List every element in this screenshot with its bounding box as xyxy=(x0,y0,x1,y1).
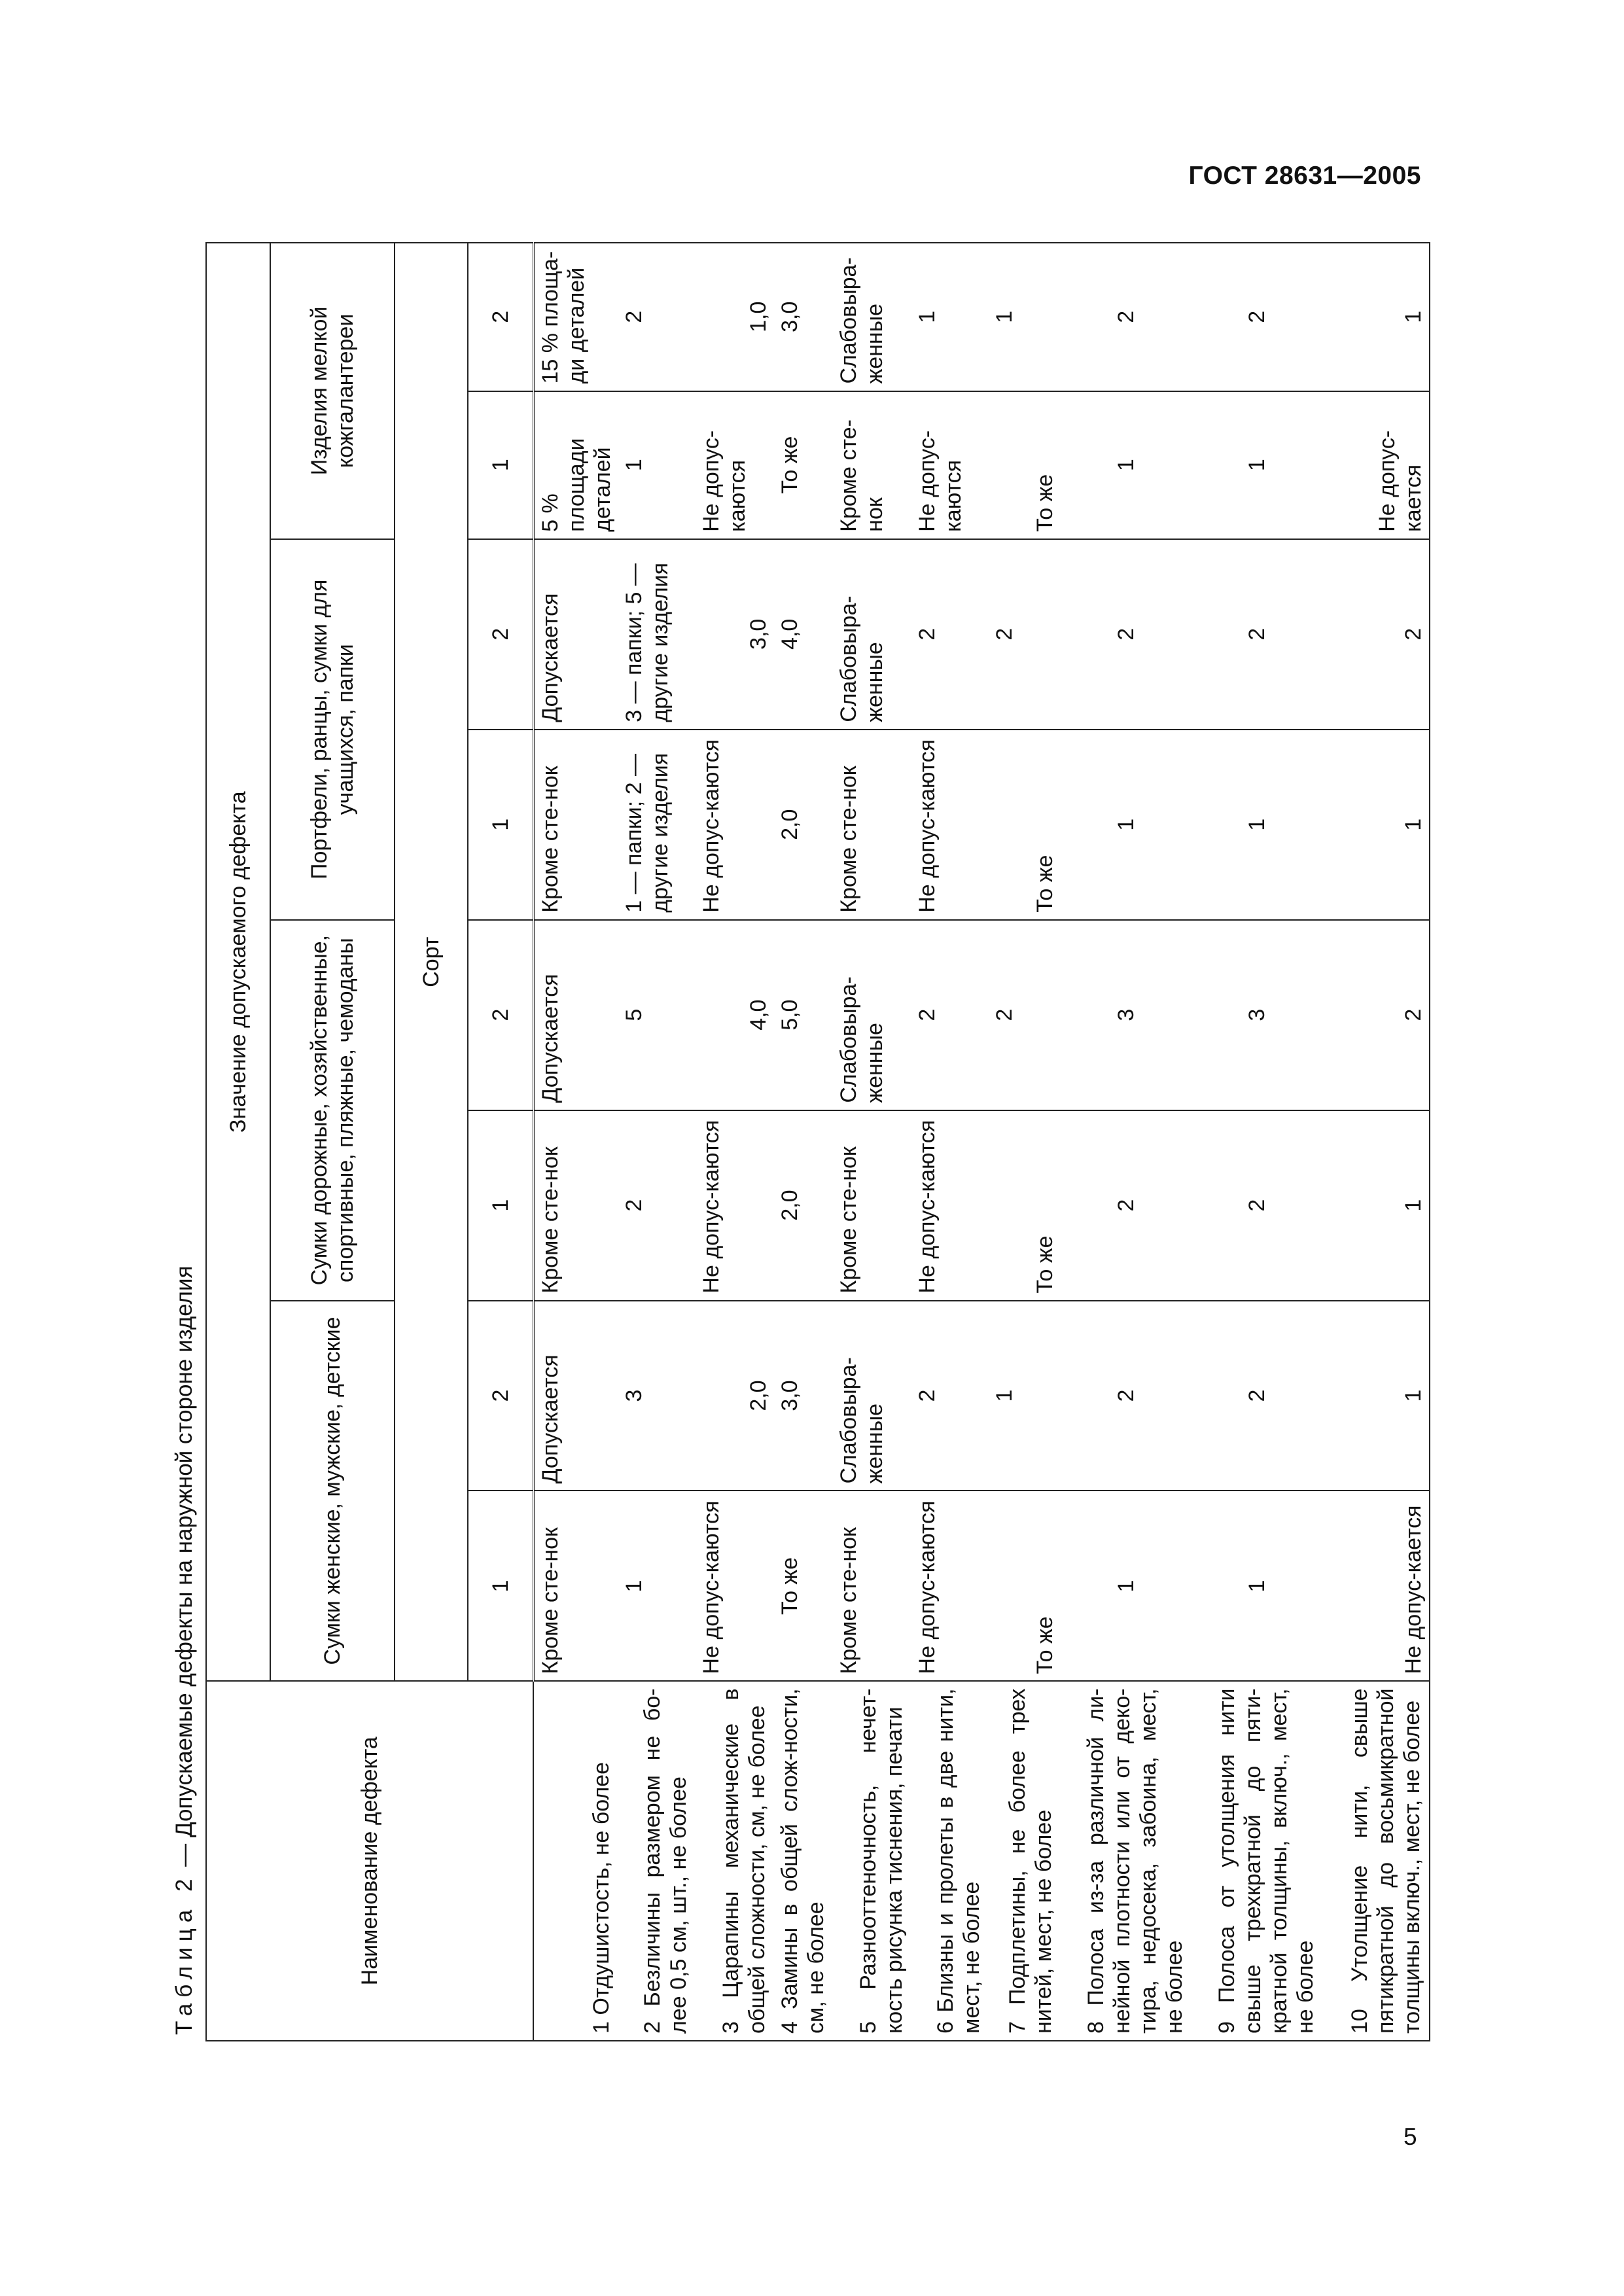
value-cell: То же xyxy=(774,1491,833,1682)
value-cell: Не допус-каются xyxy=(696,1491,774,1682)
value-cell: 2 xyxy=(1322,539,1430,730)
value-cell: 2 xyxy=(989,920,1061,1110)
value-cell: Слабовыра-женные xyxy=(833,243,911,391)
value-cell: 1 xyxy=(1322,1110,1430,1301)
value-cell: Слабовыра-женные xyxy=(833,920,911,1110)
value-cell: 1 xyxy=(618,391,696,539)
defect-name: 6 Близны и пролеты в две нити, мест, не более xyxy=(911,1681,989,2041)
defect-name: 3 Царапины механические в общей сложности, см, не более xyxy=(696,1681,774,2041)
value-cell: Кроме сте-нок xyxy=(833,1491,911,1682)
value-cell: 1 xyxy=(1192,730,1322,920)
value-cell: 3 xyxy=(618,1301,696,1491)
value-cell: 2 xyxy=(1061,243,1192,391)
value-cell: Кроме сте-нок xyxy=(533,730,618,920)
value-cell: 2,0 xyxy=(774,1110,833,1301)
value-cell: 2 xyxy=(618,1110,696,1301)
value-cell: 1 xyxy=(1061,391,1192,539)
value-cell: То же xyxy=(989,730,1061,920)
value-cell: 3 xyxy=(1192,920,1322,1110)
defect-name: 10 Утолщение нити, свыше пятикратной до восьмикратной толщины включ., мест, не более xyxy=(1322,1681,1430,2041)
col-number-2: 2 xyxy=(468,539,533,730)
col-number-1: 1 xyxy=(468,1491,533,1682)
value-cell: То же xyxy=(989,1110,1061,1301)
col-number-2: 2 xyxy=(468,243,533,391)
value-cell: 1 xyxy=(1061,730,1192,920)
value-cell: Не допус-каются xyxy=(911,1491,989,1682)
value-cell: 2 xyxy=(1192,539,1322,730)
value-cell: 2 xyxy=(1061,1301,1192,1491)
value-cell: Не допус-каются xyxy=(911,730,989,920)
value-cell: Не допус-каются xyxy=(911,1110,989,1301)
value-cell: 1 xyxy=(911,243,989,391)
value-cell: 3,0 xyxy=(774,1301,833,1491)
document-id: ГОСТ 28631—2005 xyxy=(1188,162,1421,190)
value-cell: Не допус-каются xyxy=(696,391,774,539)
value-cell: Слабовыра-женные xyxy=(833,1301,911,1491)
value-cell: 2 xyxy=(911,920,989,1110)
value-cell: 1 xyxy=(618,1491,696,1682)
value-cell: Допускается xyxy=(533,539,618,730)
header-group-1: Сумки женские, мужские, детские xyxy=(270,1301,395,1682)
value-cell: 1 xyxy=(989,1301,1061,1491)
value-cell: 3,0 xyxy=(696,539,774,730)
defect-name: 8 Полоса из-за различной ли-нейной плотности или от деко-тира, недосека, забоина, мест, не более xyxy=(1061,1681,1192,2041)
value-cell: 2 xyxy=(1061,539,1192,730)
value-cell: 2,0 xyxy=(774,730,833,920)
value-cell: Не допус-каются xyxy=(696,1110,774,1301)
value-cell: Кроме сте-нок xyxy=(533,1491,618,1682)
value-cell: 5,0 xyxy=(774,920,833,1110)
value-cell: Не допус-каются xyxy=(911,391,989,539)
defect-name: 4 Замины в общей слож-ности, см, не более xyxy=(774,1681,833,2041)
value-cell: 1 xyxy=(1192,1491,1322,1682)
value-cell: 4,0 xyxy=(696,920,774,1110)
value-cell: Допускается xyxy=(533,920,618,1110)
defects-table xyxy=(205,242,1430,2041)
value-cell: 1 xyxy=(989,243,1061,391)
col-number-1: 1 xyxy=(468,730,533,920)
value-cell: Слабовыра-женные xyxy=(833,539,911,730)
header-group-3: Портфели, ранцы, сумки для учащихся, папки xyxy=(270,539,395,920)
value-cell: 1 xyxy=(1322,243,1430,391)
value-cell: 2 xyxy=(1192,1301,1322,1491)
value-cell: 2 xyxy=(989,539,1061,730)
value-cell: 1 xyxy=(1322,730,1430,920)
value-cell: 2 xyxy=(1322,920,1430,1110)
value-cell: 1 xyxy=(1322,1301,1430,1491)
value-cell: 4,0 xyxy=(774,539,833,730)
value-cell: Не допус-каются xyxy=(696,730,774,920)
header-sort: Сорт xyxy=(395,243,468,1681)
value-cell: 5 % площади деталей xyxy=(533,391,618,539)
page-number: 5 xyxy=(1403,2123,1417,2150)
col-number-2: 2 xyxy=(468,1301,533,1491)
rotated-table-block xyxy=(164,242,1426,2041)
value-cell: 2 xyxy=(1061,1110,1192,1301)
value-cell: 2 xyxy=(618,243,696,391)
col-number-2: 2 xyxy=(468,920,533,1110)
defect-name: 2 Безличины размером не бо-лее 0,5 см, шт., не более xyxy=(618,1681,696,2041)
value-cell: 1 xyxy=(1061,1491,1192,1682)
value-cell: Кроме сте-нок xyxy=(833,730,911,920)
value-cell: То же xyxy=(989,1491,1061,1682)
value-cell: Не допус-кается xyxy=(1322,1491,1430,1682)
value-cell: 1 — папки; 2 — другие изделия xyxy=(618,730,696,920)
value-cell: 2 xyxy=(911,1301,989,1491)
table-caption xyxy=(164,1266,205,2035)
defect-name: 7 Подплетины, не более трех нитей, мест, не более xyxy=(989,1681,1061,2041)
value-cell: 5 xyxy=(618,920,696,1110)
value-cell: Кроме сте-нок xyxy=(533,1110,618,1301)
header-value: Значение допускаемого дефекта xyxy=(206,243,270,1681)
value-cell: Кроме сте-нок xyxy=(833,391,911,539)
caption-text: — Допускаемые дефекты на наружной стороне изделия xyxy=(171,1265,197,1873)
value-cell: То же xyxy=(989,391,1061,539)
defect-name: 1 Отдушистость, не более xyxy=(533,1681,618,2041)
col-number-1: 1 xyxy=(468,391,533,539)
value-cell: Кроме сте-нок xyxy=(833,1110,911,1301)
header-group-4: Изделия мелкой кожгалантереи xyxy=(270,243,395,539)
value-cell: Не допус-кается xyxy=(1322,391,1430,539)
value-cell: 1 xyxy=(1192,391,1322,539)
value-cell: 3,0 xyxy=(774,243,833,391)
value-cell: Допускается xyxy=(533,1301,618,1491)
header-defect-name: Наименование дефекта xyxy=(206,1681,533,2041)
value-cell: 2 xyxy=(1192,1110,1322,1301)
header-group-2: Сумки дорожные, хозяйственные, спортивные, пляжные, чемоданы xyxy=(270,920,395,1301)
value-cell: То же xyxy=(774,391,833,539)
col-number-1: 1 xyxy=(468,1110,533,1301)
value-cell: 1,0 xyxy=(696,243,774,391)
defect-name: 9 Полоса от утолщения нити свыше трехкратной до пяти-кратной толщины, включ., мест, не более xyxy=(1192,1681,1322,2041)
value-cell: 3 — папки; 5 — другие изделия xyxy=(618,539,696,730)
defect-name: 5 Разнооттеночность, нечет-кость рисунка тиснения, печати xyxy=(833,1681,911,2041)
caption-label: Таблица 2 xyxy=(171,1873,197,2035)
value-cell: 2 xyxy=(1192,243,1322,391)
value-cell: 15 % площа-ди деталей xyxy=(533,243,618,391)
value-cell: 3 xyxy=(1061,920,1192,1110)
value-cell: 2 xyxy=(911,539,989,730)
value-cell: 2,0 xyxy=(696,1301,774,1491)
